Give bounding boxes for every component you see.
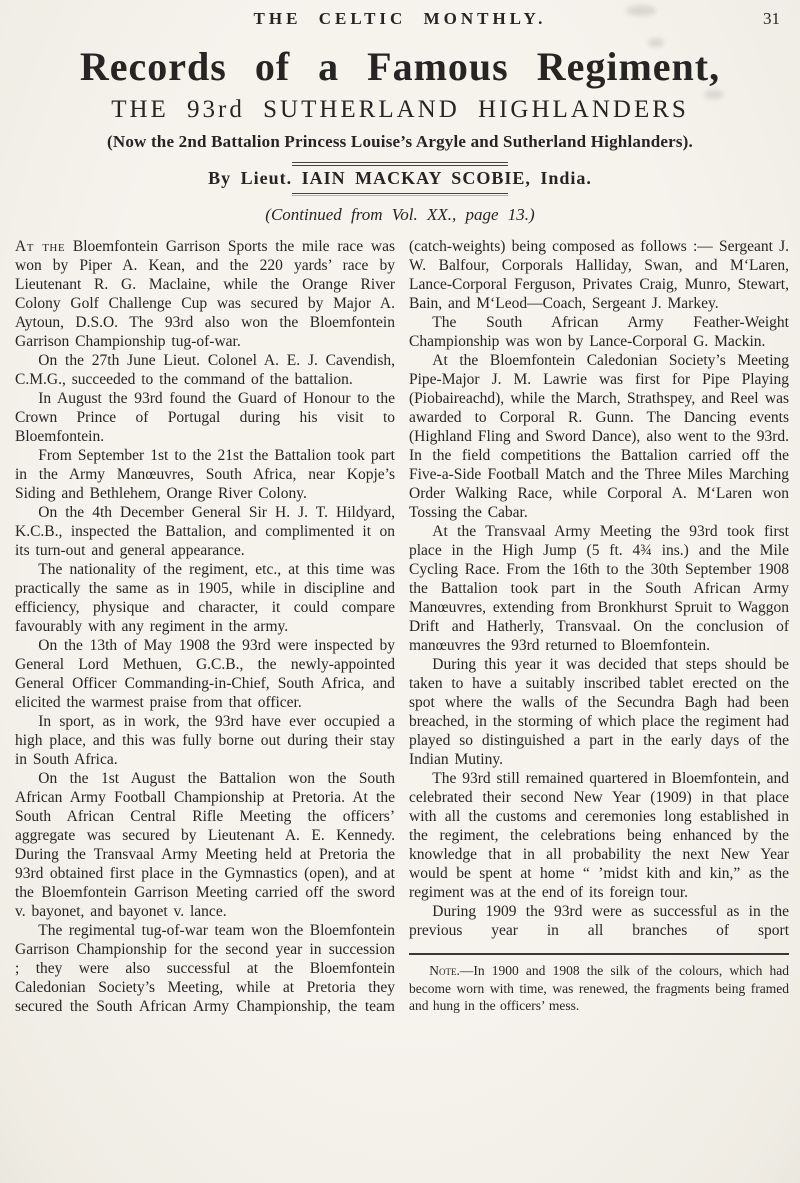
paragraph: During 1909 the 93rd were as successful as in the previous year in all branches of sport: [409, 903, 789, 940]
right-column: [409, 237, 789, 1016]
paragraph: On the 27th June Lieut. Colonel A. E. J. Cavendish, C.M.G., succeeded to the command of the battalion.: [15, 352, 395, 389]
paragraph: [15, 237, 395, 351]
byline: By Lieut. IAIN MACKAY SCOBIE, India.: [208, 168, 592, 189]
paragraph: In August the 93rd found the Guard of Honour to the Crown Prince of Portugal during his visit to Bloemfontein.: [15, 390, 395, 446]
footnote-label: Note.: [429, 963, 460, 979]
paragraph: From September 1st to the 21st the Battalion took part in the Army Manœuvres, South Africa, near Kopje’s Siding and Bethlehem, Orange River Colony.: [15, 447, 395, 503]
paragraph: On the 13th of May 1908 the 93rd were inspected by General Lord Methuen, G.C.B., the newly-appointed General Officer Commanding-in-Chief, South Africa, and elicited the warmest praise from that officer.: [15, 637, 395, 712]
paragraph: At the Bloemfontein Caledonian Society’s Meeting Pipe-Major J. M. Lawrie was first for Pipe Playing (Piobaireachd), while the March, Strathspey, and Reel was awarded to Corporal R. Gunn. The Dancing events (Highland Fling and Sword Dance), also went to the 93rd. In the field competitions the Battalion carried off the Five-a-Side Football Match and the Three Miles Marching Order Walking Race, while Corporal A. M‘Laren won Tossing the Cabar.: [409, 352, 789, 522]
paragraph: On the 4th December General Sir H. J. T. Hildyard, K.C.B., inspected the Battalion, and complimented it on its turn-out and general appearance.: [15, 504, 395, 560]
lead-in-small-caps: At the: [15, 238, 66, 256]
page-number: 31: [763, 9, 780, 28]
journal-title: THE CELTIC MONTHLY.: [253, 9, 547, 28]
paragraph: (catch-weights) being composed as follows :— Sergeant J. W. Balfour, Corporals Halliday, Swan, and M‘Laren, Lance-Corporal Ferguson, Privates Craig, Munro, Stewart, Bain, and M‘Leod—Coach, Sergeant J. Markey.: [409, 238, 789, 313]
byline-rule-bottom: [292, 193, 508, 196]
footnote-rule: [409, 953, 789, 955]
footnote-text: —In 1900 and 1908 the silk of the colours, which had become worn with time, was renewed, the fragments being framed and hung in the officers’ mess.: [409, 963, 789, 1014]
article-body: [0, 237, 800, 1016]
footnote: [409, 962, 789, 1015]
article-title: Records of a Famous Regiment,: [79, 44, 721, 89]
paragraph: On the 1st August the Battalion won the South African Army Football Championship at Pretoria. At the South African Central Rifle Meeting the officers’ aggregate was secured by Lieutenant A. E. Kennedy. During the Transvaal Army Meeting held at Pretoria the 93rd obtained first place in the Gymnastics (open), and at the Bloemfontein Garrison Meeting carried off the sword v. bayonet, and bayonet v. lance.: [15, 770, 395, 921]
paragraph: During this year it was decided that steps should be taken to have a suitably inscribed tablet erected on the spot where the walls of the Secundra Bagh had been breached, in the storming of which place the regiment had played so distinguished a part in the early days of the Indian Mutiny.: [409, 656, 789, 769]
paragraph: At the Transvaal Army Meeting the 93rd took first place in the High Jump (5 ft. 4¾ ins.) and the Mile Cycling Race. From the 16th to the 30th September 1908 the Battalion took part in the South African Army Manœuvres, extending from Bronkhurst Spruit to Waggon Drift and Hatherly, Transvaal. On the conclusion of manœuvres the 93rd returned to Bloemfontein.: [409, 523, 789, 655]
article-series-note: (Now the 2nd Battalion Princess Louise’s Argyle and Sutherland Highlanders).: [106, 132, 693, 152]
byline-rule-top: [292, 162, 508, 166]
running-head: [0, 0, 800, 30]
paragraph: In sport, as in work, the 93rd have ever occupied a high place, and this was fully borne out during their stay in South Africa.: [15, 713, 395, 769]
article-subtitle: THE 93rd SUTHERLAND HIGHLANDERS: [111, 96, 689, 124]
paragraph: The 93rd still remained quartered in Bloemfontein, and celebrated their second New Year (1909) in that place with all the customs and ceremonies long established in the regiment, the celebrations being enhanced by the knowledge that in all probability the next New Year would be spent at home “ ’midst kith and kin,” as the regiment was at the end of its foreign tour.: [409, 770, 789, 902]
left-column: [15, 237, 395, 1016]
paragraph: The nationality of the regiment, etc., at this time was practically the same as in 1905, while in discipline and efficiency, physique and character, it could compare favourably with any regiment in the army.: [15, 561, 395, 636]
scan-smudge: [704, 90, 724, 99]
paragraph: The South African Army Feather-Weight Championship was won by Lance-Corporal G. Mackin.: [409, 314, 789, 351]
paragraph: The regimental tug-of-war team won the Bloemfontein Garrison Championship for the second year in succession ; they were also successful at the Bloemfontein Caledonian Society’s Meeting, while at Pretoria they secured the South African Army Championship, the team: [15, 922, 395, 1016]
paragraph-text: Bloemfontein Garrison Sports the mile race was won by Piper A. Kean, and the 220 yards’ race by Lieutenant R. G. Maclaine, while the Orange River Colony Golf Challenge Cup was secured by Major A. Aytoun, D.S.O. The 93rd also won the Bloemfontein Garrison Championship tug-of-war.: [15, 238, 396, 351]
scan-smudge: [648, 38, 664, 47]
continuation-note: (Continued from Vol. XX., page 13.): [265, 205, 535, 225]
